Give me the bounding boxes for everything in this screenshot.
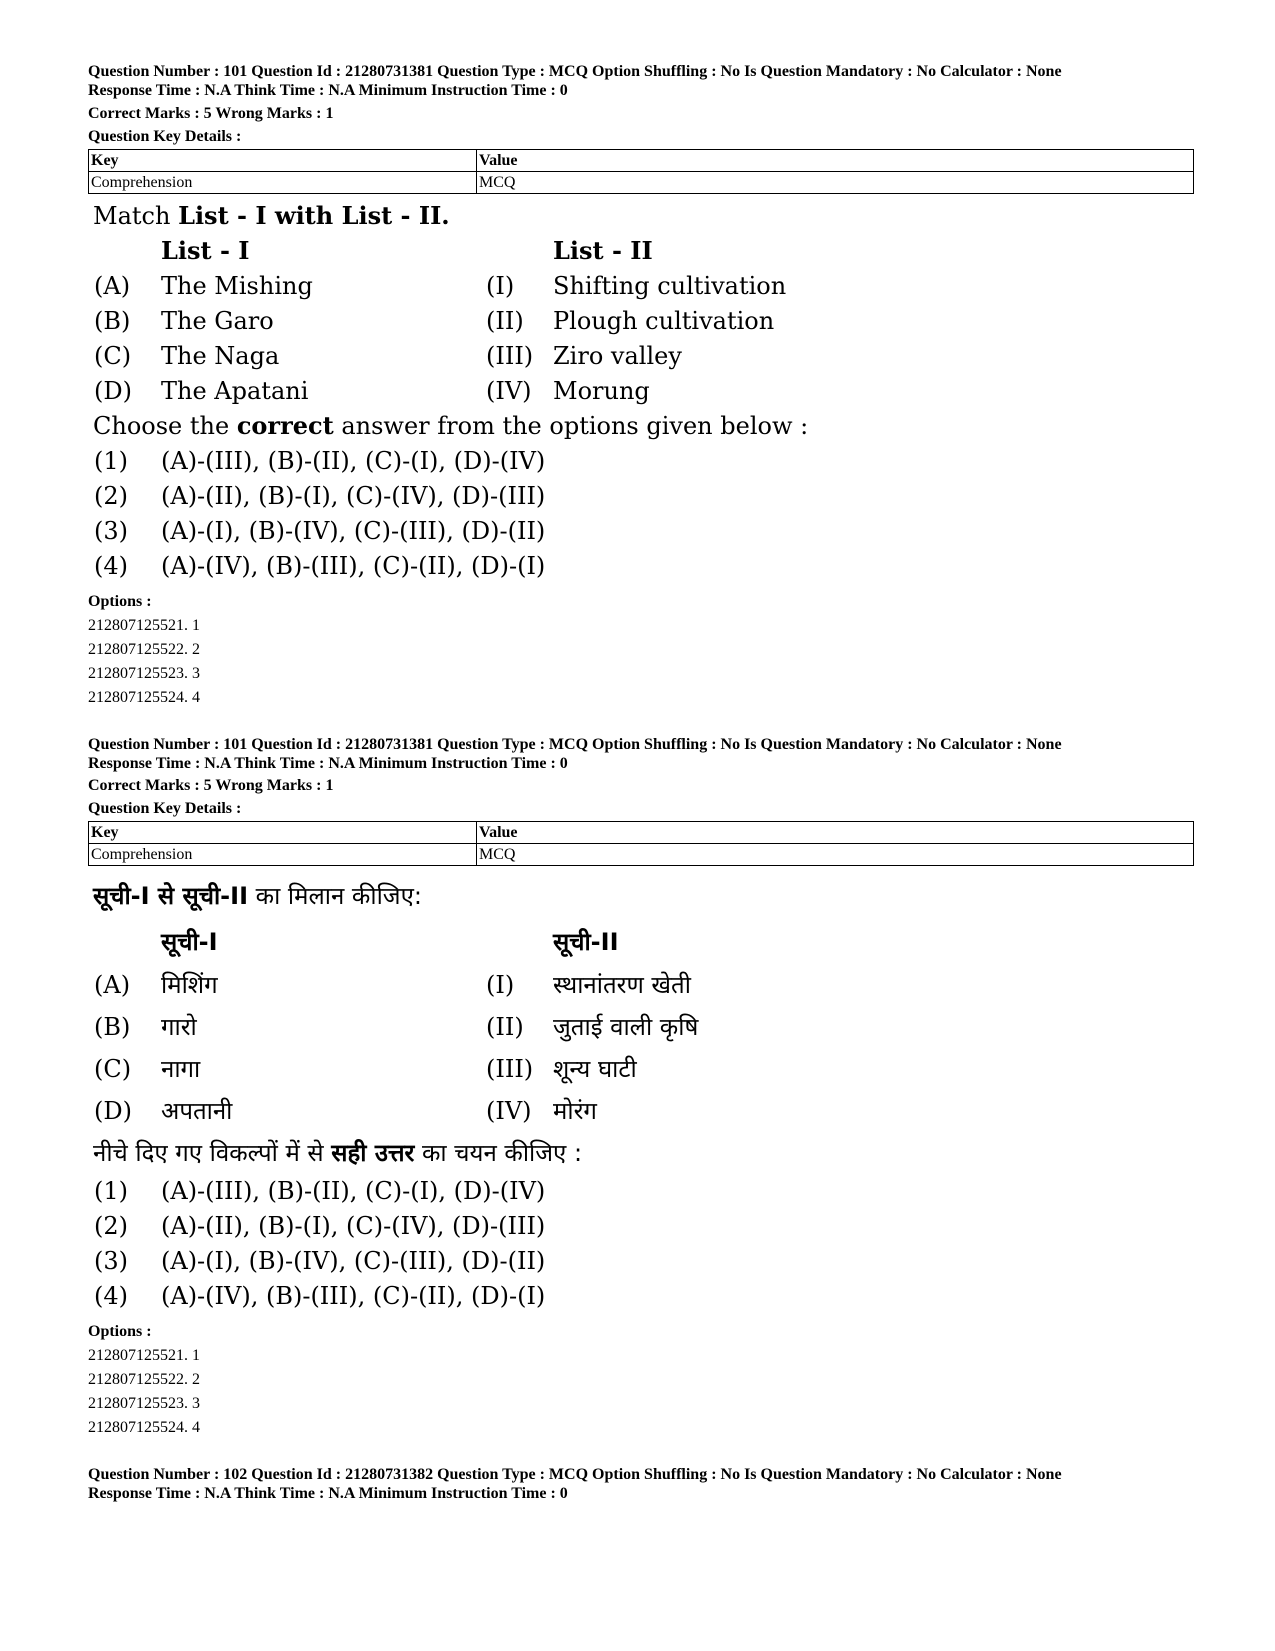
intro-suffix: का मिलान कीजिए: (248, 882, 422, 910)
row-right-text: Ziro valley (553, 342, 682, 370)
match-row (88, 338, 788, 374)
answer-number: (4) (94, 1282, 128, 1310)
answer-text: (A)-(II), (B)-(I), (C)-(IV), (D)-(III) (161, 482, 546, 510)
answer-number: (2) (94, 482, 128, 510)
choose-post: answer from the options given below : (333, 412, 809, 440)
intro-bold: सूची-I से सूची-II (93, 882, 249, 910)
choose-instruction (93, 408, 808, 444)
answer-number: (2) (94, 1212, 128, 1240)
row-left-label: (C) (94, 342, 132, 370)
option-item: 212807125522. 2 (88, 1371, 200, 1388)
answer-text: (A)-(I), (B)-(IV), (C)-(III), (D)-(II) (161, 517, 546, 545)
row-right-label: (II) (486, 1013, 524, 1041)
answer-text: (A)-(II), (B)-(I), (C)-(IV), (D)-(III) (161, 1212, 546, 1240)
table-header-row (89, 822, 1194, 844)
row-left-label: (C) (94, 1055, 132, 1083)
question-meta-2 (88, 735, 1198, 773)
row-right-label: (II) (486, 307, 524, 335)
match-row (88, 1090, 788, 1132)
row-right-text: Shifting cultivation (553, 272, 787, 300)
meta-line-2: Response Time : N.A Think Time : N.A Minimum Instruction Time : 0 (88, 755, 568, 772)
row-left-text: The Mishing (161, 272, 313, 300)
meta-line-1: Question Number : 101 Question Id : 21280731381 Question Type : MCQ Option Shuffling : No Is Question Mandatory : No Calculator : None (88, 63, 1062, 80)
question-meta-3 (88, 1465, 1198, 1503)
choose-pre: नीचे दिए गए विकल्पों में से (93, 1139, 332, 1167)
row-left-text: मिशिंग (161, 971, 218, 999)
row-left-label: (B) (94, 307, 131, 335)
answer-text: (A)-(I), (B)-(IV), (C)-(III), (D)-(II) (161, 1247, 546, 1275)
row-left-text: नागा (161, 1055, 201, 1083)
row-left-text: The Garo (161, 307, 274, 335)
row-right-text: शून्य घाटी (553, 1055, 637, 1083)
table-head-key: Key (89, 822, 477, 844)
match-row (88, 1006, 788, 1048)
answer-text: (A)-(III), (B)-(II), (C)-(I), (D)-(IV) (161, 1177, 546, 1205)
answer-choice (88, 1173, 788, 1209)
answer-choice (88, 513, 788, 549)
marks-1 (88, 104, 1198, 123)
row-right-text: स्थानांतरण खेती (553, 971, 691, 999)
option-item: 212807125521. 1 (88, 617, 200, 634)
answer-text: (A)-(III), (B)-(II), (C)-(I), (D)-(IV) (161, 447, 546, 475)
table-head-key: Key (89, 150, 477, 172)
question-intro (93, 198, 450, 234)
option-item: 212807125522. 2 (88, 641, 200, 658)
option-item: 212807125524. 4 (88, 1419, 200, 1436)
answer-text: (A)-(IV), (B)-(III), (C)-(II), (D)-(I) (161, 1282, 546, 1310)
row-left-label: (A) (94, 971, 131, 999)
list1-heading: सूची-I (161, 928, 218, 956)
answer-choice (88, 1278, 788, 1314)
table-cell-value: MCQ (477, 172, 1194, 194)
row-right-label: (IV) (486, 1097, 532, 1125)
table-head-value: Value (477, 150, 1194, 172)
option-item: 212807125523. 3 (88, 1395, 200, 1412)
row-left-text: The Naga (161, 342, 280, 370)
marks-line: Correct Marks : 5 Wrong Marks : 1 (88, 777, 334, 794)
key-value-table-1 (88, 149, 1194, 194)
list2-heading: List - II (553, 236, 653, 265)
key-details-label: Question Key Details : (88, 128, 242, 145)
question-body-hindi (88, 875, 808, 1320)
row-left-label: (D) (94, 377, 132, 405)
question-body-english (88, 198, 808, 588)
table-cell-value: MCQ (477, 844, 1194, 866)
table-cell-key: Comprehension (89, 844, 477, 866)
question-intro (93, 875, 422, 917)
option-item: 212807125521. 1 (88, 1347, 200, 1364)
options-list-2 (88, 1320, 200, 1440)
match-row (88, 373, 788, 409)
table-header-row (89, 150, 1194, 172)
table-cell-key: Comprehension (89, 172, 477, 194)
key-details-label: Question Key Details : (88, 800, 242, 817)
list-headings (88, 921, 788, 963)
choose-post: का चयन कीजिए : (414, 1139, 583, 1167)
answer-choice (88, 1243, 788, 1279)
meta-line-1: Question Number : 101 Question Id : 21280731381 Question Type : MCQ Option Shuffling : No Is Question Mandatory : No Calculator : None (88, 736, 1062, 753)
list2-heading: सूची-II (553, 928, 619, 956)
row-right-label: (I) (486, 971, 515, 999)
answer-choice (88, 478, 788, 514)
answer-choice (88, 548, 788, 584)
table-row (89, 844, 1194, 866)
row-left-text: गारो (161, 1013, 197, 1041)
row-right-label: (IV) (486, 377, 532, 405)
row-right-text: जुताई वाली कृषि (553, 1013, 699, 1041)
answer-choice (88, 443, 788, 479)
answer-number: (1) (94, 1177, 128, 1205)
key-value-table-2 (88, 821, 1194, 866)
row-right-text: मोरंग (553, 1097, 597, 1125)
options-label: Options : (88, 593, 152, 610)
meta-line-2: Response Time : N.A Think Time : N.A Minimum Instruction Time : 0 (88, 82, 568, 99)
answer-text: (A)-(IV), (B)-(III), (C)-(II), (D)-(I) (161, 552, 546, 580)
choose-bold: correct (236, 411, 334, 440)
list1-heading: List - I (161, 236, 250, 265)
row-left-label: (D) (94, 1097, 132, 1125)
choose-pre: Choose the (93, 412, 237, 440)
answer-choice (88, 1208, 788, 1244)
match-row (88, 303, 788, 339)
row-right-label: (III) (486, 342, 534, 370)
answer-number: (3) (94, 1247, 128, 1275)
list-headings (88, 233, 788, 269)
question-meta-1 (88, 62, 1198, 100)
row-left-text: The Apatani (161, 377, 309, 405)
options-label: Options : (88, 1323, 152, 1340)
match-row (88, 268, 788, 304)
meta-line-2: Response Time : N.A Think Time : N.A Minimum Instruction Time : 0 (88, 1485, 568, 1502)
table-head-value: Value (477, 822, 1194, 844)
row-left-label: (B) (94, 1013, 131, 1041)
choose-instruction (93, 1133, 582, 1173)
marks-2 (88, 776, 1198, 795)
key-details-label-2 (88, 799, 1198, 818)
row-left-label: (A) (94, 272, 131, 300)
row-right-label: (III) (486, 1055, 534, 1083)
row-left-text: अपतानी (161, 1097, 233, 1125)
match-row (88, 1048, 788, 1090)
option-item: 212807125524. 4 (88, 689, 200, 706)
answer-number: (3) (94, 517, 128, 545)
key-details-label-1 (88, 127, 1198, 146)
option-item: 212807125523. 3 (88, 665, 200, 682)
intro-prefix: Match (93, 202, 179, 230)
intro-bold: List - I with List - II. (178, 201, 450, 230)
row-right-text: Plough cultivation (553, 307, 775, 335)
meta-line-1: Question Number : 102 Question Id : 21280731382 Question Type : MCQ Option Shuffling : No Is Question Mandatory : No Calculator : None (88, 1466, 1062, 1483)
options-list-1 (88, 590, 200, 710)
row-right-label: (I) (486, 272, 515, 300)
answer-number: (1) (94, 447, 128, 475)
row-right-text: Morung (553, 377, 650, 405)
match-row (88, 964, 788, 1006)
choose-bold: सही उत्तर (331, 1139, 415, 1167)
marks-line: Correct Marks : 5 Wrong Marks : 1 (88, 105, 334, 122)
table-row (89, 172, 1194, 194)
answer-number: (4) (94, 552, 128, 580)
